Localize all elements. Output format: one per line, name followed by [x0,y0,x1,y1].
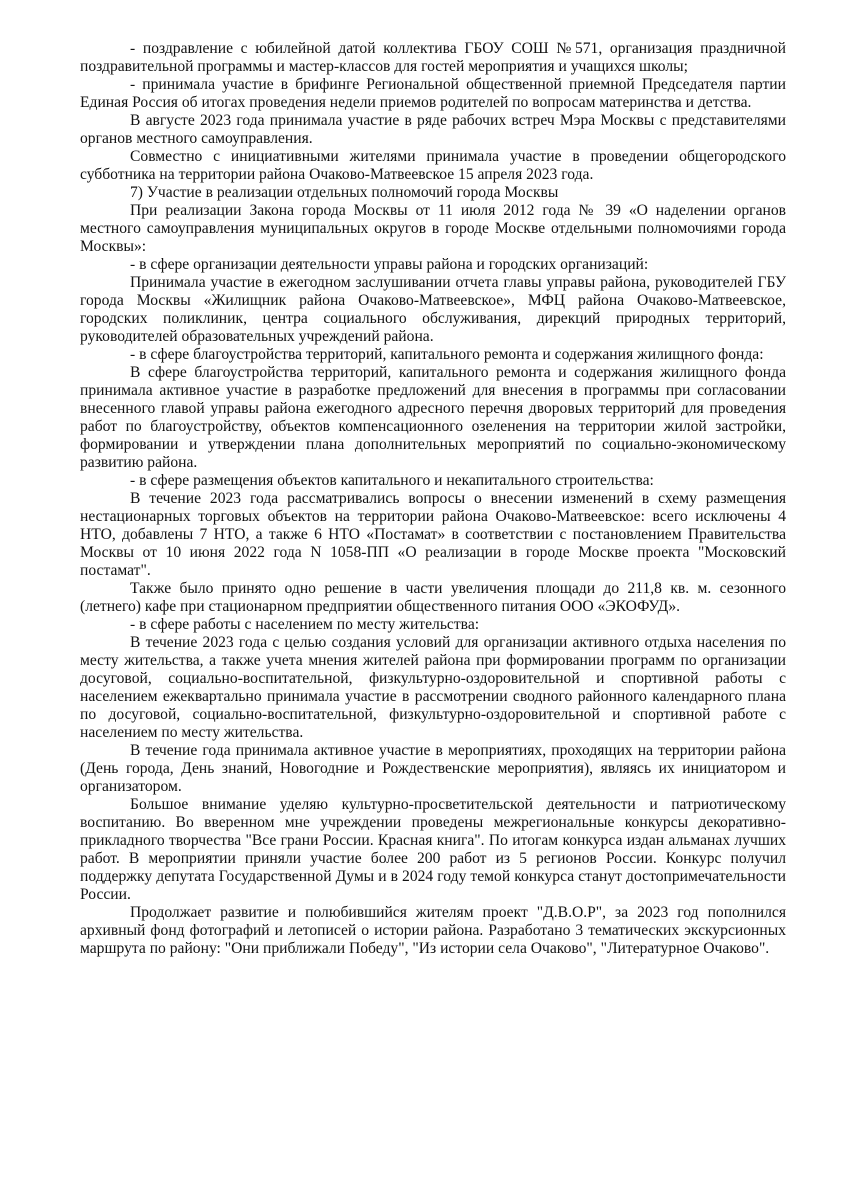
subheading-population: - в сфере работы с населением по месту жительства: [130,616,480,633]
subheading-uprava: - в сфере организации деятельности управы района и городских организаций: [130,256,649,273]
paragraph-nto: В течение 2023 года рассматривались вопросы о внесении изменений в схему размещения нестационарных торговых объектов на территории района Очаково-Матвеевское: всего исключены 4 НТО, добавлены 7 НТО, а также 6 НТО «Постамат» в соответствии с постановлением Правительства Москвы от 10 июня 2022 года N 1058-ПП «О реализации в городе Москве проекта "Московский постамат". [80,490,786,579]
section-heading-7: 7) Участие в реализации отдельных полномочий города Москвы [130,184,559,201]
paragraph-annual-reports: Принимала участие в ежегодном заслушивании отчета главы управы района, руководителей ГБУ города Москвы «Жилищник района Очаково-Матвеевское», МФЦ района Очаково-Матвеевское, городских поликлиник, центра социального обслуживания, дирекций природных территорий, руководителей образовательных учреждений района. [80,274,786,345]
paragraph-subbotnik: Совместно с инициативными жителями принимала участие в проведении общегородского субботника на территории района Очаково-Матвеевское 15 апреля 2023 года. [80,148,786,183]
paragraph-district-events: В течение года принимала активное участие в мероприятиях, проходящих на территории района (День города, День знаний, Новогодние и Рождественские мероприятия), являясь их инициатором и организатором. [80,742,786,795]
paragraph-law-39: При реализации Закона города Москвы от 11 июля 2012 года № 39 «О наделении органов местного самоуправления муниципальных округов в городе Москве отдельными полномочиями города Москвы»: [80,202,786,255]
paragraph-blagoustroystvo: В сфере благоустройства территорий, капитального ремонта и содержания жилищного фонда принимала активное участие в разработке предложений для внесения в программы при согласовании внесенного главой управы района ежегодного адресного перечня дворовых территорий для проведения работ по благоустройству, объектов компенсационного озеленения на территории жилой застройки, формировании и утверждении плана дополнительных мероприятий по социально-экономическому развитию района. [80,364,786,471]
paragraph-dvor-project: Продолжает развитие и полюбившийся жителям проект "Д.В.О.Р", за 2023 год пополнился архивный фонд фотографий и летописей о истории района. Разработано 3 тематических экскурсионных маршрута по району: "Они приближали Победу", "Из истории села Очаково", "Литературное Очаково". [80,904,786,957]
subheading-construction: - в сфере размещения объектов капитального и некапитального строительства: [130,472,654,489]
paragraph-school-anniversary: - поздравление с юбилейной датой коллектива ГБОУ СОШ №571, организация праздничной поздравительной программы и мастер-классов для гостей мероприятия и учащихся школы; [80,40,786,75]
paragraph-leisure-plan: В течение 2023 года с целью создания условий для организации активного отдыха населения по месту жительства, а также учета мнения жителей района при формировании программ по организации досуговой, социально-воспитательной, физкультурно-оздоровительной и спортивной работы с населением ежеквартально принимала участие в рассмотрении сводного районного календарного плана по досуговой, социально-воспитательной, физкультурно-оздоровительной и спортивной работе с населением по месту жительства. [80,634,786,741]
subheading-blagoustroystvo: - в сфере благоустройства территорий, капитального ремонта и содержания жилищного фонда: [130,346,764,363]
paragraph-cultural-contests: Большое внимание уделяю культурно-просветительской деятельности и патриотическому воспитанию. Во вверенном мне учреждении проведены межрегиональные конкурсы декоративно-прикладного творчества "Все грани России. Красная книга". По итогам конкурса издан альманах лучших работ. В мероприятии приняли участие более 200 работ из 5 регионов России. Конкурс получил поддержку депутата Государственной Думы и в 2024 году темой конкурса станут достопримечательности России. [80,796,786,903]
document-page [80,40,786,958]
paragraph-august-meetings: В августе 2023 года принимала участие в ряде рабочих встреч Мэра Москвы с представителями органов местного самоуправления. [80,112,786,147]
paragraph-briefing: - принимала участие в брифинге Региональной общественной приемной Председателя партии Единая Россия об итогах проведения недели приемов родителей по вопросам материнства и детства. [80,76,786,111]
paragraph-cafe: Также было принято одно решение в части увеличения площади до 211,8 кв. м. сезонного (летнего) кафе при стационарном предприятии общественного питания ООО «ЭКОФУД». [80,580,786,615]
